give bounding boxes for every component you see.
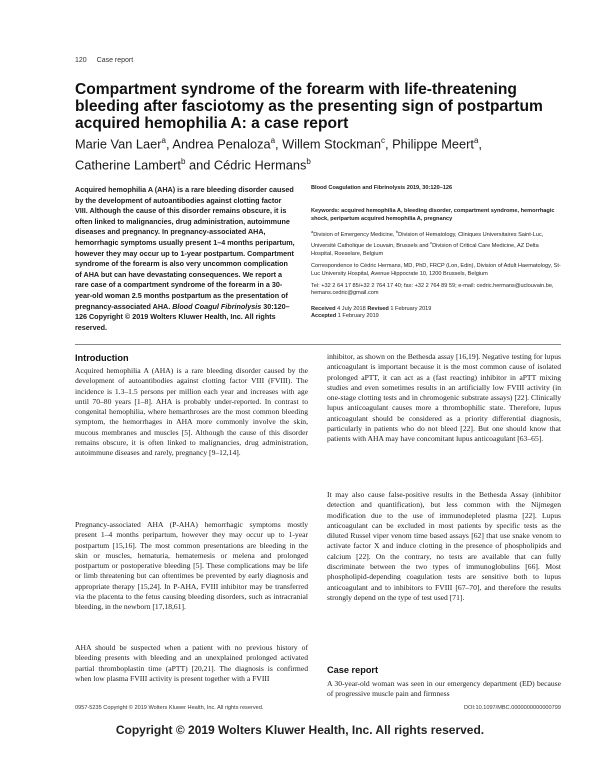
- accepted-date: 1 February 2019: [337, 313, 379, 320]
- author-separator: ,: [385, 136, 393, 152]
- contact-info: Tel: +32 2 64 17 85/+32 2 764 17 40; fax: +32 2 764 89 59; e-mail: cedric.hermans@uclouvain.be, hemans.cedric@gmail.com: [311, 282, 554, 297]
- abstract-citation: 30:120–126 Copyright © 2019 Wolters Kluwer Health, Inc. All rights reserved.: [75, 301, 290, 332]
- page-number: 120: [75, 57, 87, 64]
- intro-paragraph-1: Acquired hemophilia A (AHA) is a rare bleeding disorder caused by the development of autoantibodies against clotting factor VIII (FVIII). The incidence is 1.3–1.5 persons per million each year and increases with age until 70–80 years [1–8]. AHA is probably under-reported. In contrast to congenital hemophilia, where hemarthroses are the most common bleeding symptom, the hemorrhages in AHA more commonly involve the skin, mucous membranes and muscles [5]. Although the cause of this disorder remains obscure, it is often linked to malignancies, drug administration, autoimmune diseases and rarely, pregnancy [9–12,14].: [75, 366, 308, 458]
- author-name: Marie Van Laer: [75, 136, 162, 152]
- affiliation-a: Division of Emergency Medicine,: [313, 232, 396, 239]
- affiliations: [311, 228, 561, 258]
- intro-paragraph-2: Pregnancy-associated AHA (P-AHA) hemorrhagic symptoms mostly present 1–4 months peripartum, however they may occur up to 1-year postpartum [15,16]. The most common presentations are bleeding in the skin or muscles, hematuria, hematemesis or melena and prolonged postpartum or postoperative bleeding [5]. These complications may be life or limb threatening but can oftentimes be prevented by early diagnosis and appropriate therapy [15,24]. In P-AHA, FVIII inhibitor may be transferred via the placenta to the fetus causing bleeding disorders, such as intracranial bleeding, in the newborn [17,18,61].: [75, 520, 308, 612]
- keywords-text: acquired hemophilia A, bleeding disorder, compartment syndrome, hemorrhagic shock, peripartum acquired hemophilia A, pregnancy: [311, 208, 555, 222]
- right-paragraph-1: inhibitor, as shown on the Bethesda assay [16,19]. Negative testing for lupus anticoagulant is important because it is the most common cause of isolated prolonged aPTT, it can act as a (fast reacting) inhibitor in aPTT mixing studies and even sometimes results in an artificially low FVIII activity (in one-stage clotting tests and in chromogenic substrate assays) [22]. Clinically lupus anticoagulant causes more a thrombophilic state. Therefore, lupus anticoagulant should be considered as a priority differential diagnosis, particularly in patients who do not bleed [22]. But one should know that patients with AHA may have concomitant lupus anticoagulant [63–65].: [327, 352, 561, 444]
- author-separator: and: [185, 157, 214, 173]
- footer-doi: DOI:10.1097/MBC.0000000000000799: [463, 705, 561, 711]
- article-dates: [311, 306, 561, 321]
- author-affiliation-mark: a: [161, 136, 166, 145]
- journal-line: Blood Coagulation and Fibrinolysis 2019, 30:120–126: [311, 185, 453, 191]
- author-separator: ,: [166, 136, 173, 152]
- received-date: 4 July 2018: [337, 305, 366, 312]
- affiliation-b: Division of Hematology, Cliniques Universitaires Saint-Luc, Université Catholique de Louvain, Brussels and: [311, 232, 544, 250]
- affiliation-mark: b: [395, 229, 399, 235]
- author-list: [75, 132, 545, 175]
- keywords-label: Keywords:: [311, 208, 340, 215]
- affiliation-mark: c: [430, 240, 433, 246]
- revised-label: Revised: [367, 305, 389, 312]
- abstract-text: Acquired hemophilia A (AHA) is a rare bleeding disorder caused by the development of autoantibodies against clotting factor VIII. Although the cause of this disorder remains obscure, it is often linked to malignancies, drug administration, autoimmune diseases and pregnancy. In pregnancy-associated AHA, hemorrhagic symptoms usually present 1–4 months peripartum, however they may occur up to 1-year postpartum. Compartment syndrome of the forearm is also very uncommon complication of AHA but can have devastating consequences. We report a rare case of a compartment syndrome of the forearm in a 30-year-old woman 2.5 months postpartum as the presentation of pregnancy-associated AHA.: [75, 185, 295, 311]
- author-name: Willem Stockman: [282, 136, 382, 152]
- right-paragraph-2: It may also cause false-positive results in the Bethesda Assay (inhibitor detection and quantification), but less common with the Nijmegen modification due to the use of immunodepleted plasma [22]. Lupus anticoagulant can be excluded in most patients by specific tests as the diluted Russel viper venom time based assays [62] that use snake venom to activate factor X and induce clotting in the presence of phospholipids and calcium [22]. On the contrary, no tests are available that can fully discriminate between the two types of immunoglobulins [66]. Most phospholipid-depending coagulation tests are sensitive both to lupus anticoagulant and to inhibitors to FVIII [67–70], and therefore the results strongly depend on the type of test used [71].: [327, 490, 561, 602]
- author-affiliation-mark: c: [381, 136, 386, 145]
- running-header: [75, 57, 133, 64]
- case-report-heading: Case report: [327, 665, 379, 675]
- author-name: Andrea Penaloza: [172, 136, 271, 152]
- author-affiliation-mark: a: [473, 136, 479, 145]
- footer-copyright: 0957-5235 Copyright © 2019 Wolters Kluwer Health, Inc. All rights reserved.: [75, 705, 264, 711]
- revised-date: 1 February 2019: [390, 305, 432, 312]
- author-name: Catherine Lambert: [75, 157, 181, 173]
- affiliation-c: Division of Critical Care Medicine, AZ Delta Hospital, Roeselare, Belgium: [311, 243, 539, 257]
- article-title: Compartment syndrome of the forearm with life-threatening bleeding after fasciotomy as the presenting sign of postpartum acquired hemophilia A: a case report: [75, 81, 543, 132]
- section-divider: [75, 344, 561, 345]
- abstract: [75, 185, 295, 333]
- running-head: Case report: [96, 57, 134, 64]
- article-metadata: [311, 185, 561, 326]
- received-label: Received: [311, 305, 336, 312]
- keywords: [311, 208, 561, 223]
- author-name: Cédric Hermans: [213, 157, 307, 173]
- case-report-paragraph: A 30-year-old woman was seen in our emergency department (ED) because of progressive muscle pain and firmness: [327, 679, 561, 699]
- author-separator: ,: [478, 136, 482, 152]
- author-affiliation-mark: b: [306, 157, 311, 167]
- author-affiliation-mark: a: [270, 136, 276, 145]
- abstract-citation-journal: Blood Coagul Fibrinolysis: [172, 301, 262, 311]
- correspondence: Correspondence to Cédric Hermans, MD, PhD, FRCP (Lon, Edin), Division of Adult Haematology, St-Luc University Hospital, Avenue Hippocrate 10, 1200 Brussels, Belgium: [311, 263, 561, 277]
- affiliation-mark: a: [311, 229, 314, 235]
- author-name: Philippe Meert: [392, 136, 474, 152]
- introduction-heading: Introduction: [75, 353, 129, 363]
- author-separator: ,: [275, 136, 283, 152]
- intro-paragraph-3: AHA should be suspected when a patient with no previous history of bleeding presents with bleeding and an unexplained prolonged activated partial thromboplastin time (aPTT) [20,21]. The diagnosis is confirmed when low plasma FVIII activity is present together with a FVIII: [75, 643, 308, 683]
- author-affiliation-mark: b: [181, 157, 186, 167]
- copyright-watermark: Copyright © 2019 Wolters Kluwer Health, Inc. All rights reserved.: [115, 723, 485, 737]
- accepted-label: Accepted: [311, 313, 337, 320]
